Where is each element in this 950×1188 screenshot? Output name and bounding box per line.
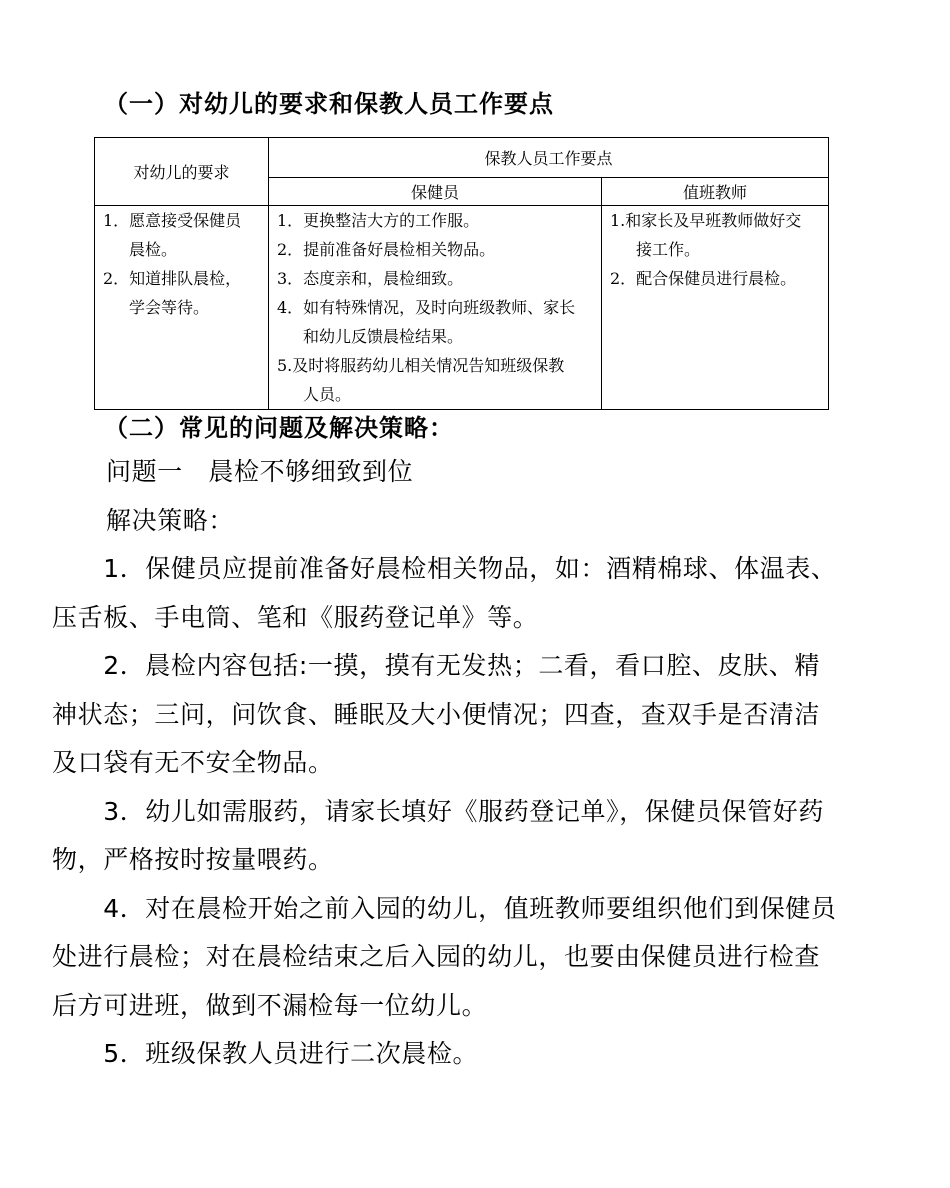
- list-item: 4．如有特殊情况，及时向班级教师、家长: [277, 298, 576, 317]
- paragraph-line: 2．晨检内容包括:一摸，摸有无发热；二看，看口腔、皮肤、精: [52, 651, 820, 680]
- list-item: 5.及时将服药幼儿相关情况告知班级保教: [277, 356, 565, 375]
- header-nurse: 保健员: [269, 178, 602, 206]
- list-item: 3．态度亲和，晨检细致。: [277, 269, 464, 288]
- list-item-continued: 晨检。: [129, 240, 178, 259]
- duties-table: [94, 137, 829, 410]
- list-item-continued: 人员。: [303, 385, 352, 404]
- teacher-duties-cell: [602, 206, 829, 410]
- problem-title: 问题一 晨检不够细致到位: [106, 457, 414, 486]
- nurse-duties-cell: [269, 206, 602, 410]
- list-item-continued: 学会等待。: [129, 298, 210, 317]
- section-2-body: [52, 448, 872, 1079]
- list-item: 1.和家长及早班教师做好交: [610, 211, 802, 230]
- section-2-heading: （二）常见的问题及解决策略：: [104, 414, 454, 442]
- paragraph-line: 3．幼儿如需服药，请家长填好《服药登记单》，保健员保管好药: [52, 796, 825, 826]
- list-item: 1．愿意接受保健员: [103, 211, 242, 230]
- header-duty-teacher: 值班教师: [602, 178, 829, 206]
- header-children-requirements: 对幼儿的要求: [95, 138, 269, 206]
- paragraph-line: 处进行晨检；对在晨检结束之后入园的幼儿，也要由保健员进行检查: [52, 942, 821, 971]
- section-1-heading: （一）对幼儿的要求和保教人员工作要点: [104, 90, 554, 118]
- strategy-label: 解决策略：: [106, 505, 235, 535]
- list-item-continued: 接工作。: [636, 240, 701, 259]
- header-staff-key-points: 保教人员工作要点: [269, 138, 829, 178]
- paragraph-line: 5．班级保教人员进行二次晨检。: [52, 1039, 479, 1068]
- list-item: 2．配合保健员进行晨检。: [610, 269, 797, 288]
- list-item: 2．知道排队晨检，: [103, 269, 242, 288]
- list-item: 2．提前准备好晨检相关物品。: [277, 240, 496, 259]
- paragraph-line: 压舌板、手电筒、笔和《服药登记单》等。: [52, 602, 539, 632]
- list-item-continued: 和幼儿反馈晨检结果。: [303, 327, 464, 346]
- paragraph-line: 1．保健员应提前准备好晨检相关物品，如：酒精棉球、体温表、: [52, 554, 837, 583]
- paragraph-line: 及口袋有无不安全物品。: [52, 748, 334, 777]
- children-requirements-cell: [95, 206, 269, 410]
- list-item: 1．更换整洁大方的工作服。: [277, 211, 480, 230]
- paragraph-line: 物，严格按时按量喂药。: [52, 845, 334, 874]
- paragraph-line: 4．对在晨检开始之前入园的幼儿，值班教师要组织他们到保健员: [52, 893, 837, 923]
- paragraph-line: 神状态；三问，问饮食、睡眠及大小便情况；四查，查双手是否清洁: [52, 699, 821, 729]
- paragraph-line: 后方可进班，做到不漏检每一位幼儿。: [52, 990, 488, 1020]
